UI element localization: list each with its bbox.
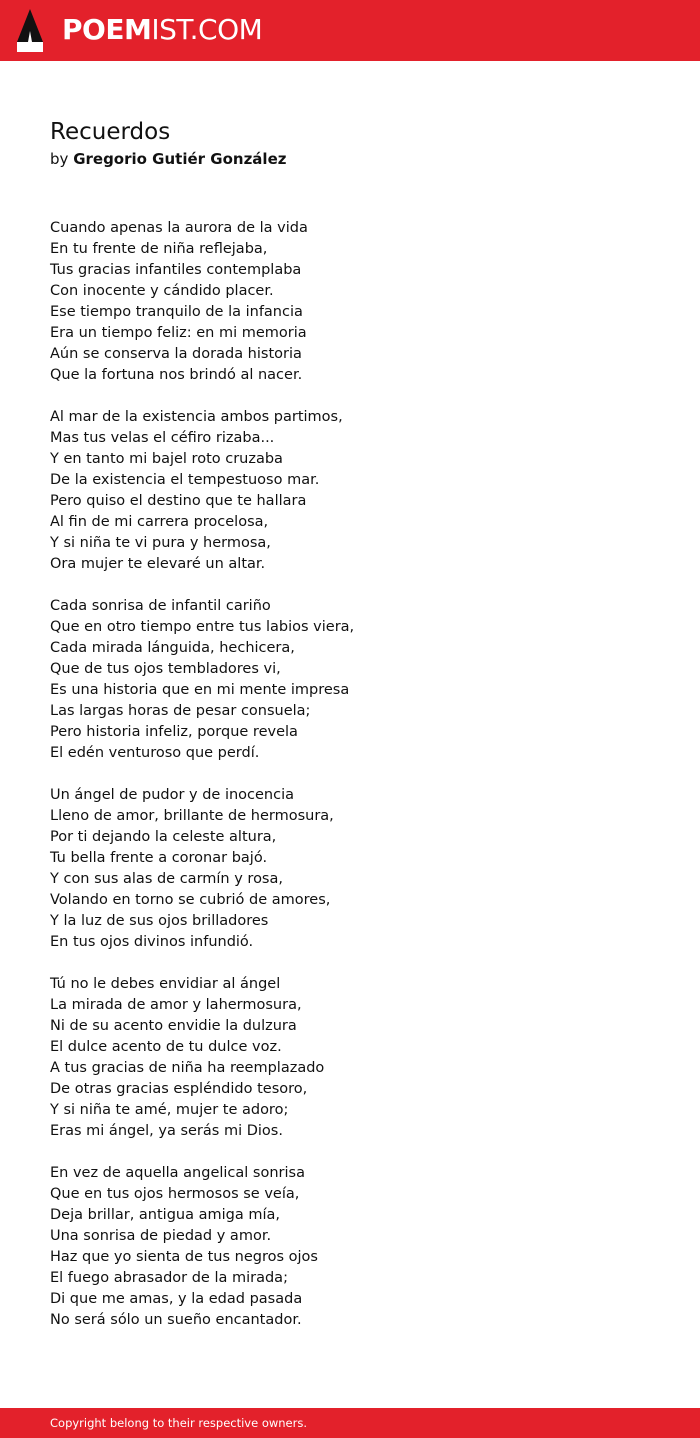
poem-line: Mas tus velas el céfiro rizaba...	[50, 430, 275, 446]
poem-line: Tu bella frente a coronar bajó.	[50, 850, 268, 866]
poem-stanza	[50, 974, 650, 1142]
poem-line: No será sólo un sueño encantador.	[50, 1312, 302, 1328]
poem-line: Que en otro tiempo entre tus labios viera,	[50, 619, 355, 635]
poem-line: Lleno de amor, brillante de hermosura,	[50, 808, 334, 824]
logo-bold-text: POEM	[62, 13, 152, 46]
poem-line: Pero quiso el destino que te hallara	[50, 493, 307, 509]
poem-byline	[50, 148, 286, 170]
poem-line: Que en tus ojos hermosos se veía,	[50, 1186, 300, 1202]
poem-stanza	[50, 1163, 650, 1331]
poem-line: La mirada de amor y lahermosura,	[50, 997, 302, 1013]
poem-line: Y si niña te amé, mujer te adoro;	[50, 1102, 289, 1118]
poem-line: El fuego abrasador de la mirada;	[50, 1270, 288, 1286]
poem-line: En tus ojos divinos infundió.	[50, 934, 254, 950]
poem-line: Ese tiempo tranquilo de la infancia	[50, 304, 303, 320]
pen-nib-icon[interactable]	[17, 9, 43, 52]
poem-line: Aún se conserva la dorada historia	[50, 346, 302, 362]
poem-line: Deja brillar, antigua amiga mía,	[50, 1207, 280, 1223]
poem-line: El edén venturoso que perdí.	[50, 745, 260, 761]
byline-prefix: by	[50, 150, 69, 168]
poem-line: Y con sus alas de carmín y rosa,	[50, 871, 283, 887]
poem-line: Cuando apenas la aurora de la vida	[50, 220, 308, 236]
poem-line: Y si niña te vi pura y hermosa,	[50, 535, 271, 551]
poem-body	[50, 218, 650, 1352]
poem-line: Al fin de mi carrera procelosa,	[50, 514, 269, 530]
poem-line: En vez de aquella angelical sonrisa	[50, 1165, 305, 1181]
poem-line: En tu frente de niña reflejaba,	[50, 241, 268, 257]
poem-line: Era un tiempo feliz: en mi memoria	[50, 325, 307, 341]
poem-line: Y la luz de sus ojos brilladores	[50, 913, 269, 929]
site-header	[0, 0, 700, 61]
poem-line: Ora mujer te elevaré un altar.	[50, 556, 266, 572]
site-logo[interactable]	[62, 12, 262, 48]
poem-stanza	[50, 407, 650, 575]
poem-line: Las largas horas de pesar consuela;	[50, 703, 311, 719]
poem-line: Cada mirada lánguida, hechicera,	[50, 640, 295, 656]
poem-line: Pero historia infeliz, porque revela	[50, 724, 298, 740]
poem-line: Que la fortuna nos brindó al nacer.	[50, 367, 303, 383]
poem-line: A tus gracias de niña ha reemplazado	[50, 1060, 325, 1076]
poem-title: Recuerdos	[50, 119, 171, 145]
poem-line: Es una historia que en mi mente impresa	[50, 682, 350, 698]
poem-stanza	[50, 596, 650, 764]
poem-line: Una sonrisa de piedad y amor.	[50, 1228, 272, 1244]
poem-line: De otras gracias espléndido tesoro,	[50, 1081, 308, 1097]
poem-stanza	[50, 218, 650, 386]
poem-line: Volando en torno se cubrió de amores,	[50, 892, 331, 908]
poem-line: Al mar de la existencia ambos partimos,	[50, 409, 343, 425]
poem-line: Ni de su acento envidie la dulzura	[50, 1018, 297, 1034]
poem-line: Haz que yo sienta de tus negros ojos	[50, 1249, 318, 1265]
poem-author: Gregorio Gutiér González	[73, 150, 287, 168]
poem-line: De la existencia el tempestuoso mar.	[50, 472, 320, 488]
poem-stanza	[50, 785, 650, 953]
poem-line: Que de tus ojos tembladores vi,	[50, 661, 281, 677]
poem-line: Cada sonrisa de infantil cariño	[50, 598, 271, 614]
poem-line: Di que me amas, y la edad pasada	[50, 1291, 303, 1307]
poem-line: Un ángel de pudor y de inocencia	[50, 787, 295, 803]
copyright-text: Copyright belong to their respective owners.	[50, 1416, 308, 1430]
poem-line: El dulce acento de tu dulce voz.	[50, 1039, 282, 1055]
poem-line: Tú no le debes envidiar al ángel	[50, 976, 281, 992]
logo-light-text: IST.COM	[151, 13, 263, 46]
poem-line: Con inocente y cándido placer.	[50, 283, 274, 299]
poem-line: Por ti dejando la celeste altura,	[50, 829, 277, 845]
poem-line: Y en tanto mi bajel roto cruzaba	[50, 451, 283, 467]
site-footer	[0, 1408, 700, 1438]
poem-line: Tus gracias infantiles contemplaba	[50, 262, 302, 278]
poem-line: Eras mi ángel, ya serás mi Dios.	[50, 1123, 283, 1139]
